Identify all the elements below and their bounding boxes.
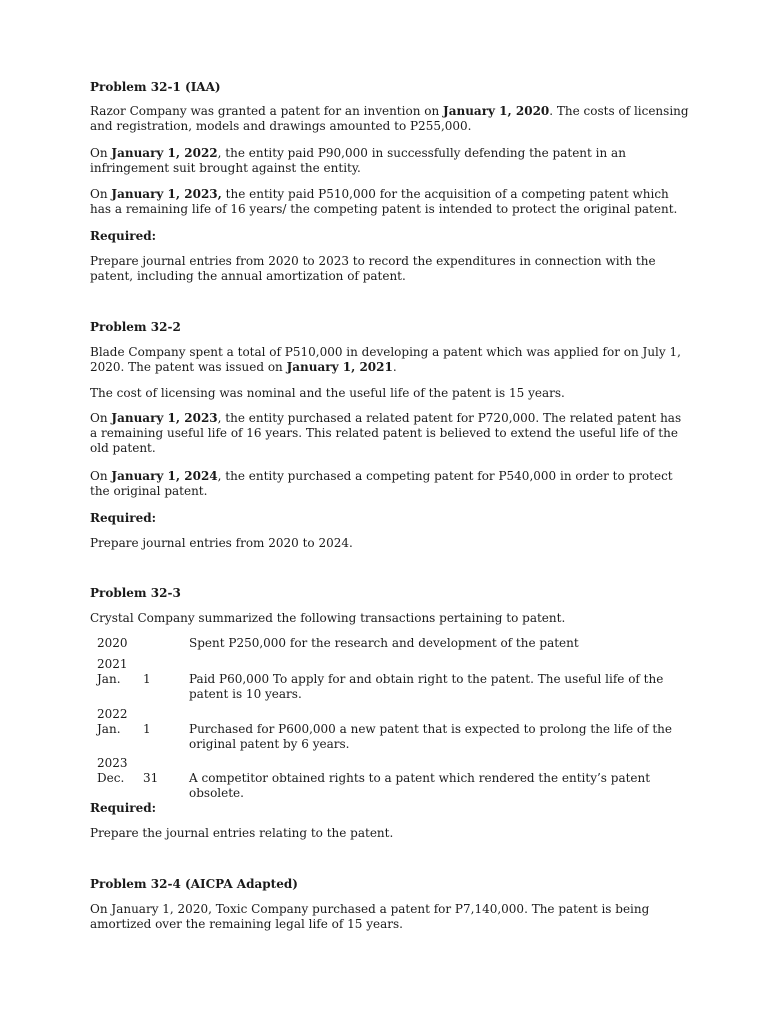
problem-32-2-para-1: Blade Company spent a total of P510,000 in developing a patent which was applied for on July 1, 2020. The patent was issued on January 1, 2021. (90, 345, 681, 374)
transaction-description: A competitor obtained rights to a patent which rendered the entity’s patent obsolete. (189, 771, 651, 800)
transaction-description: Purchased for P600,000 a new patent that is expected to prolong the life of the original patent by 6 years. (189, 722, 673, 751)
problem-32-2-para-2: The cost of licensing was nominal and the useful life of the patent is 15 years. (90, 386, 565, 400)
problem-32-1-para-3: On January 1, 2023, the entity paid P510,000 for the acquisition of a competing patent which has a remaining life of 16 years/ the competing patent is intended to protect the original patent. (90, 187, 678, 216)
transaction-description: Spent P250,000 for the research and development of the patent (189, 636, 579, 650)
transaction-year-row (97, 657, 697, 672)
transaction-year: 2020 (97, 636, 128, 650)
transaction-day: 1 (143, 722, 151, 736)
transaction-year-row (97, 756, 697, 771)
transaction-year: 2022 (97, 707, 128, 721)
problem-32-2-title: Problem 32-2 (90, 320, 181, 334)
transaction-description: Paid P60,000 To apply for and obtain right to the patent. The useful life of the patent is 10 years. (189, 672, 664, 701)
problem-32-3-required: Required: (90, 801, 157, 815)
problem-32-4-title: Problem 32-4 (AICPA Adapted) (90, 877, 298, 891)
problem-32-1-title: Problem 32-1 (IAA) (90, 80, 221, 94)
problem-32-3-title: Problem 32-3 (90, 586, 181, 600)
transaction-month: Jan. (97, 722, 121, 736)
problem-32-3-intro: Crystal Company summarized the following transactions pertaining to patent. (90, 611, 566, 625)
transaction-day: 1 (143, 672, 151, 686)
transaction-year: 2023 (97, 756, 128, 770)
problem-32-2-para-3: On January 1, 2023, the entity purchased a related patent for P720,000. The related patent has a remaining useful life of 16 years. This related patent is believed to extend the useful life of the old patent. (90, 411, 682, 455)
problem-32-1-instruction: Prepare journal entries from 2020 to 2023 to record the expenditures in connection with the patent, including the annual amortization of patent. (90, 254, 656, 283)
problem-32-4-para-1: On January 1, 2020, Toxic Company purchased a patent for P7,140,000. The patent is being amortized over the remaining legal life of 15 years. (90, 902, 650, 931)
problem-32-1-required: Required: (90, 229, 157, 243)
transaction-year: 2021 (97, 657, 128, 671)
transaction-month: Jan. (97, 672, 121, 686)
transaction-year-row (97, 707, 697, 722)
problem-32-3-instruction: Prepare the journal entries relating to the patent. (90, 826, 394, 840)
transaction-row (97, 636, 697, 651)
problem-32-2-required: Required: (90, 511, 157, 525)
problem-32-2-para-4: On January 1, 2024, the entity purchased a competing patent for P540,000 in order to protect the original patent. (90, 469, 673, 498)
transaction-day: 31 (143, 771, 159, 785)
problem-32-2-instruction: Prepare journal entries from 2020 to 2024. (90, 536, 353, 550)
problem-32-1-para-1: Razor Company was granted a patent for an invention on January 1, 2020. The costs of licensing and registration, models and drawings amounted to P255,000. (90, 104, 689, 133)
transaction-month: Dec. (97, 771, 125, 785)
problem-32-1-para-2: On January 1, 2022, the entity paid P90,000 in successfully defending the patent in an infringement suit brought against the entity. (90, 146, 626, 175)
